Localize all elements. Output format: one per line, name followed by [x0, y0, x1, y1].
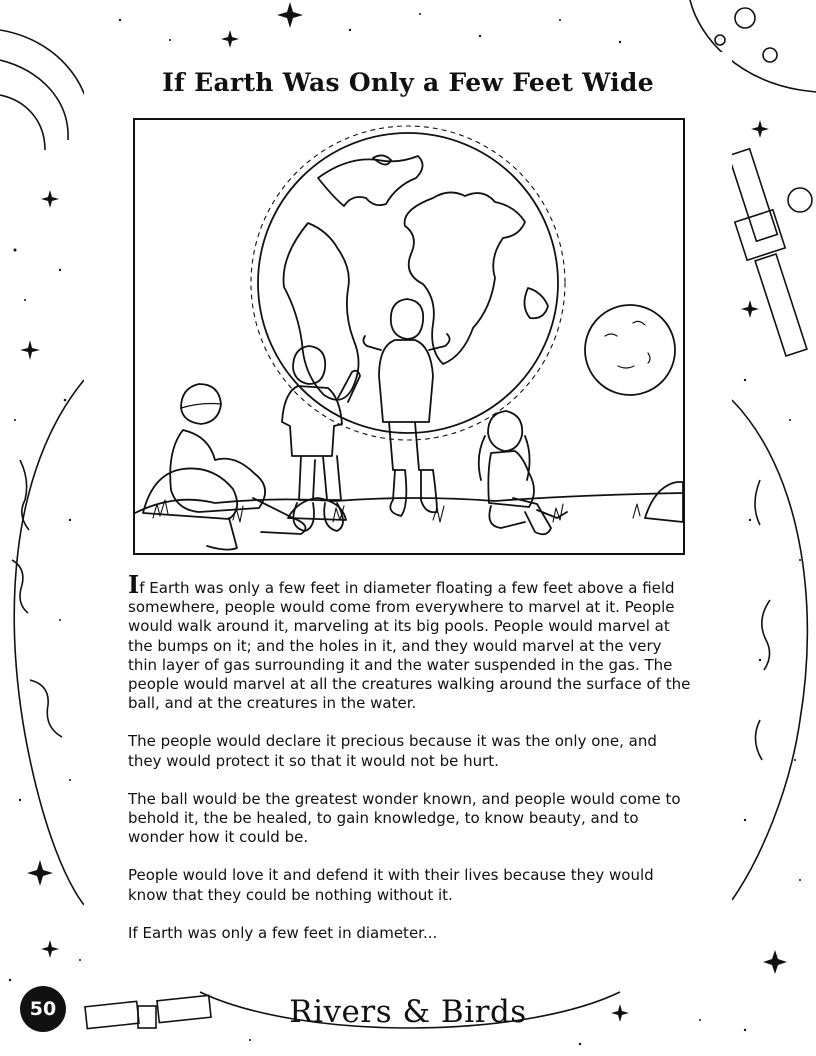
brand-logo-text: Rivers & Birds [289, 994, 527, 1030]
satellite-bottom-icon [85, 995, 211, 1028]
left-planet-outline [14, 380, 84, 905]
paragraph-5: If Earth was only a few feet in diameter... [128, 923, 438, 942]
article-body [128, 570, 693, 962]
paragraph-4: People would love it and defend it with their lives because they would know that they could be nothing without it. [128, 866, 654, 904]
paragraph-1 [128, 570, 693, 713]
drop-cap: I [128, 570, 140, 599]
paragraph-1-text: f Earth was only a few feet in diameter floating a few feet above a field somewhere, people would come from everywhere to marvel at it. People would walk around it, marveling at its big pools. People would marvel at the bumps on it; and the holes in it, and they would marvel at the very thin layer of gas surrounding it and the water suspended in the gas. The people would marvel at all the creatures walking around the surface of the ball, and at the creatures in the water. [128, 579, 691, 713]
earth-illustration [133, 118, 685, 555]
page-title: If Earth Was Only a Few Feet Wide [162, 68, 654, 97]
paragraph-3: The ball would be the greatest wonder known, and people would come to behold it, the be healed, to gain knowledge, to know beauty, and to wonder how it could be. [128, 789, 681, 847]
satellite-right-icon [729, 149, 812, 356]
sun-outline [0, 30, 92, 150]
paragraph-2: The people would declare it precious because it was the only one, and they would protect it so that it would not be hurt. [128, 732, 657, 770]
page-number-badge: 50 [20, 986, 66, 1032]
